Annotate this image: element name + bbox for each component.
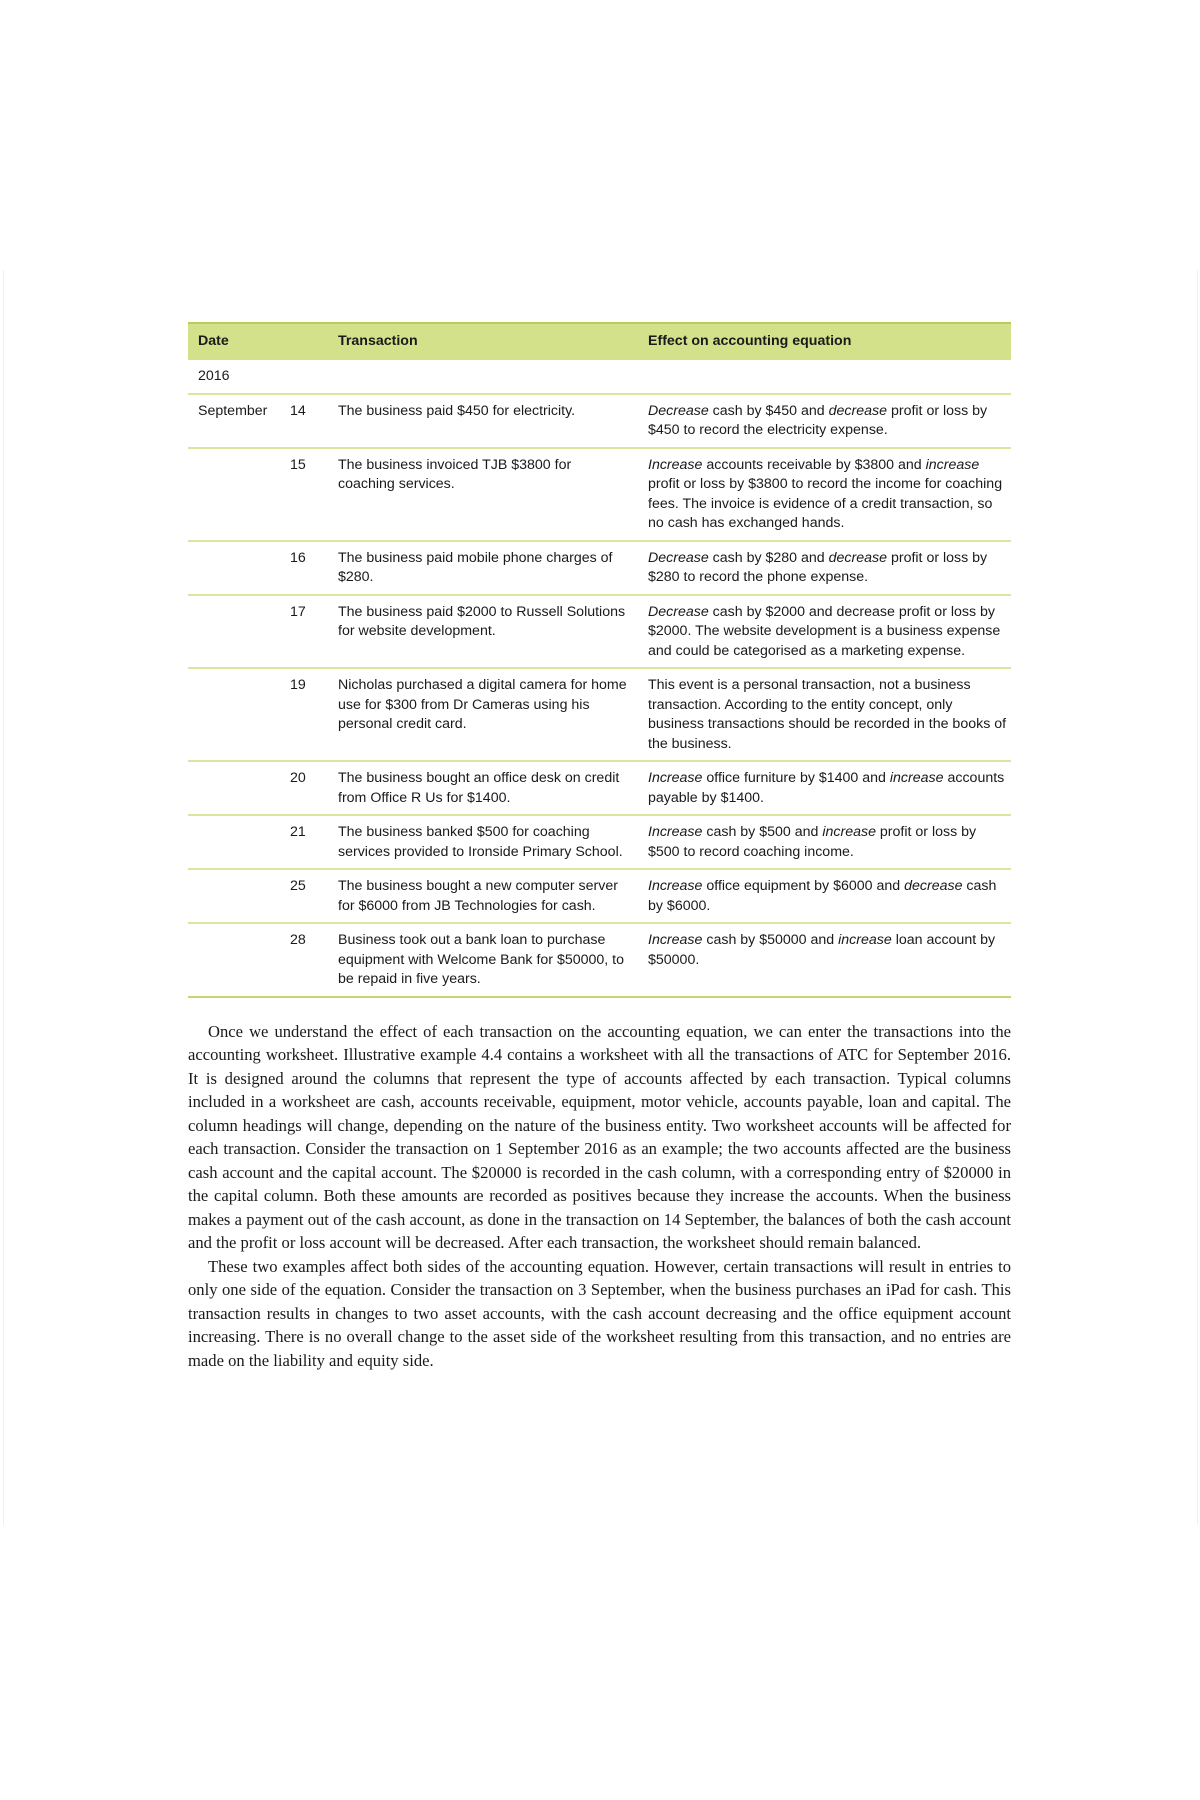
- transaction-cell: The business invoiced TJB $3800 for coaching services.: [328, 448, 638, 541]
- day-cell: 16: [288, 541, 328, 595]
- month-cell: [188, 541, 288, 595]
- month-cell: [188, 923, 288, 997]
- effect-second-verb: increase: [838, 932, 892, 948]
- transactions-table: [188, 322, 1011, 998]
- day-cell: 21: [288, 815, 328, 869]
- effect-lead-verb: Increase: [648, 770, 703, 786]
- effect-cell: [638, 815, 1011, 869]
- effect-text-tail: profit or loss by $3800 to record the income for coaching fees. The invoice is evidence of a credit transaction, so no cash has exchanged hands.: [648, 476, 1003, 531]
- month-cell: [188, 448, 288, 541]
- effect-lead-verb: Decrease: [648, 402, 709, 419]
- effect-text-tail: loan account by $50000.: [648, 932, 996, 968]
- table-header-row: [188, 323, 1011, 360]
- effect-text-tail: profit or loss by $500 to record coaching income.: [648, 824, 977, 860]
- header-effect: Effect on accounting equation: [638, 323, 1011, 360]
- effect-text: accounts receivable by $3800 and: [702, 456, 926, 473]
- table-row: [188, 869, 1011, 923]
- header-transaction: Transaction: [328, 323, 638, 360]
- effect-cell: [638, 923, 1011, 997]
- month-cell: [188, 869, 288, 923]
- day-cell: 14: [288, 394, 328, 448]
- transaction-cell: Business took out a bank loan to purchase equipment with Welcome Bank for $50000, to be repaid in five years.: [328, 923, 638, 997]
- table-row: [188, 448, 1011, 541]
- effect-lead-verb: Increase: [648, 878, 703, 894]
- effect-text: cash by $280 and: [708, 549, 829, 566]
- year-cell: 2016: [188, 360, 288, 394]
- year-row: [188, 360, 1011, 394]
- day-cell: 20: [288, 761, 328, 815]
- month-cell: [188, 761, 288, 815]
- effect-text-tail: accounts payable by $1400.: [648, 770, 1005, 806]
- effect-cell: [638, 394, 1011, 448]
- effect-second-verb: decrease: [828, 402, 888, 419]
- effect-text: cash by $2000 and decrease profit or loss by $2000. The website development is a business expense and could be categorised as a marketing expense.: [648, 603, 1001, 659]
- effect-second-verb: increase: [925, 456, 980, 473]
- effect-cell: [638, 668, 1011, 761]
- effect-text: This event is a personal transaction, not a business transaction. According to the entity concept, only business transactions should be recorded in the books of the business.: [648, 677, 1007, 752]
- table-row: [188, 761, 1011, 815]
- effect-cell: [638, 761, 1011, 815]
- month-cell: September: [188, 394, 288, 448]
- effect-text: office furniture by $1400 and: [702, 770, 890, 786]
- month-cell: [188, 815, 288, 869]
- effect-text-tail: profit or loss by $450 to record the electricity expense.: [648, 402, 988, 438]
- day-cell: 25: [288, 869, 328, 923]
- effect-lead-verb: Decrease: [648, 603, 709, 620]
- effect-text: cash by $500 and: [702, 824, 823, 840]
- effect-text: office equipment by $6000 and: [702, 878, 905, 894]
- effect-text: cash by $50000 and: [702, 932, 839, 948]
- effect-lead-verb: Decrease: [648, 549, 709, 566]
- effect-cell: [638, 595, 1011, 669]
- table-row: [188, 815, 1011, 869]
- transaction-cell: The business paid mobile phone charges of $280.: [328, 541, 638, 595]
- day-cell: 28: [288, 923, 328, 997]
- effect-lead-verb: Increase: [648, 824, 703, 840]
- table-row: [188, 595, 1011, 669]
- effect-text: cash by $450 and: [708, 402, 829, 419]
- table-row: [188, 394, 1011, 448]
- table-row: [188, 541, 1011, 595]
- day-cell: 19: [288, 668, 328, 761]
- transaction-cell: The business bought a new computer server for $6000 from JB Technologies for cash.: [328, 869, 638, 923]
- effect-second-verb: increase: [822, 824, 876, 840]
- month-cell: [188, 595, 288, 669]
- effect-second-verb: increase: [889, 770, 944, 786]
- effect-lead-verb: Increase: [648, 932, 703, 948]
- header-date: Date: [188, 323, 328, 360]
- effect-second-verb: decrease: [828, 549, 888, 566]
- day-cell: 15: [288, 448, 328, 541]
- effect-cell: [638, 541, 1011, 595]
- body-text: [188, 1020, 1011, 1373]
- effect-text-tail: profit or loss by $280 to record the phone expense.: [648, 549, 988, 585]
- paragraph: Once we understand the effect of each transaction on the accounting equation, we can enter the transactions into the accounting worksheet. Illustrative example 4.4 contains a worksheet with all the transactions of ATC for September 2016. It is designed around the columns that represent the type of accounts affected by each transaction. Typical columns included in a worksheet are cash, accounts receivable, equipment, motor vehicle, accounts payable, loan and capital. The column headings will change, depending on the nature of the business entity. Two worksheet accounts will be affected for each transaction. Consider the transaction on 1 September 2016 as an example; the two accounts affected are the business cash account and the capital account. The $20000 is recorded in the cash column, with a corresponding entry of $20000 in the capital column. Both these amounts are recorded as positives because they increase the accounts. When the business makes a payment out of the cash account, as done in the transaction on 14 September, the balances of both the cash account and the profit or loss account will be decreased. After each transaction, the worksheet should remain balanced.: [188, 1021, 1011, 1252]
- effect-cell: [638, 869, 1011, 923]
- effect-cell: [638, 448, 1011, 541]
- transaction-cell: The business banked $500 for coaching services provided to Ironside Primary School.: [328, 815, 638, 869]
- effect-second-verb: decrease: [904, 878, 963, 894]
- table-row: [188, 923, 1011, 997]
- month-cell: [188, 668, 288, 761]
- day-cell: 17: [288, 595, 328, 669]
- transaction-cell: The business paid $450 for electricity.: [328, 394, 638, 448]
- transaction-cell: The business paid $2000 to Russell Solutions for website development.: [328, 595, 638, 669]
- effect-text-tail: cash by $6000.: [648, 878, 997, 914]
- table-row: [188, 668, 1011, 761]
- paragraph: These two examples affect both sides of the accounting equation. However, certain transactions will result in entries to only one side of the equation. Consider the transaction on 3 September, when the business purchases an iPad for cash. This transaction results in changes to two asset accounts, with the cash account decreasing and the office equipment account increasing. There is no overall change to the asset side of the worksheet resulting from this transaction, and no entries are made on the liability and equity side.: [188, 1256, 1011, 1370]
- transaction-cell: The business bought an office desk on credit from Office R Us for $1400.: [328, 761, 638, 815]
- document-content: [188, 322, 1011, 1372]
- transaction-cell: Nicholas purchased a digital camera for home use for $300 from Dr Cameras using his personal credit card.: [328, 668, 638, 761]
- effect-lead-verb: Increase: [648, 456, 703, 473]
